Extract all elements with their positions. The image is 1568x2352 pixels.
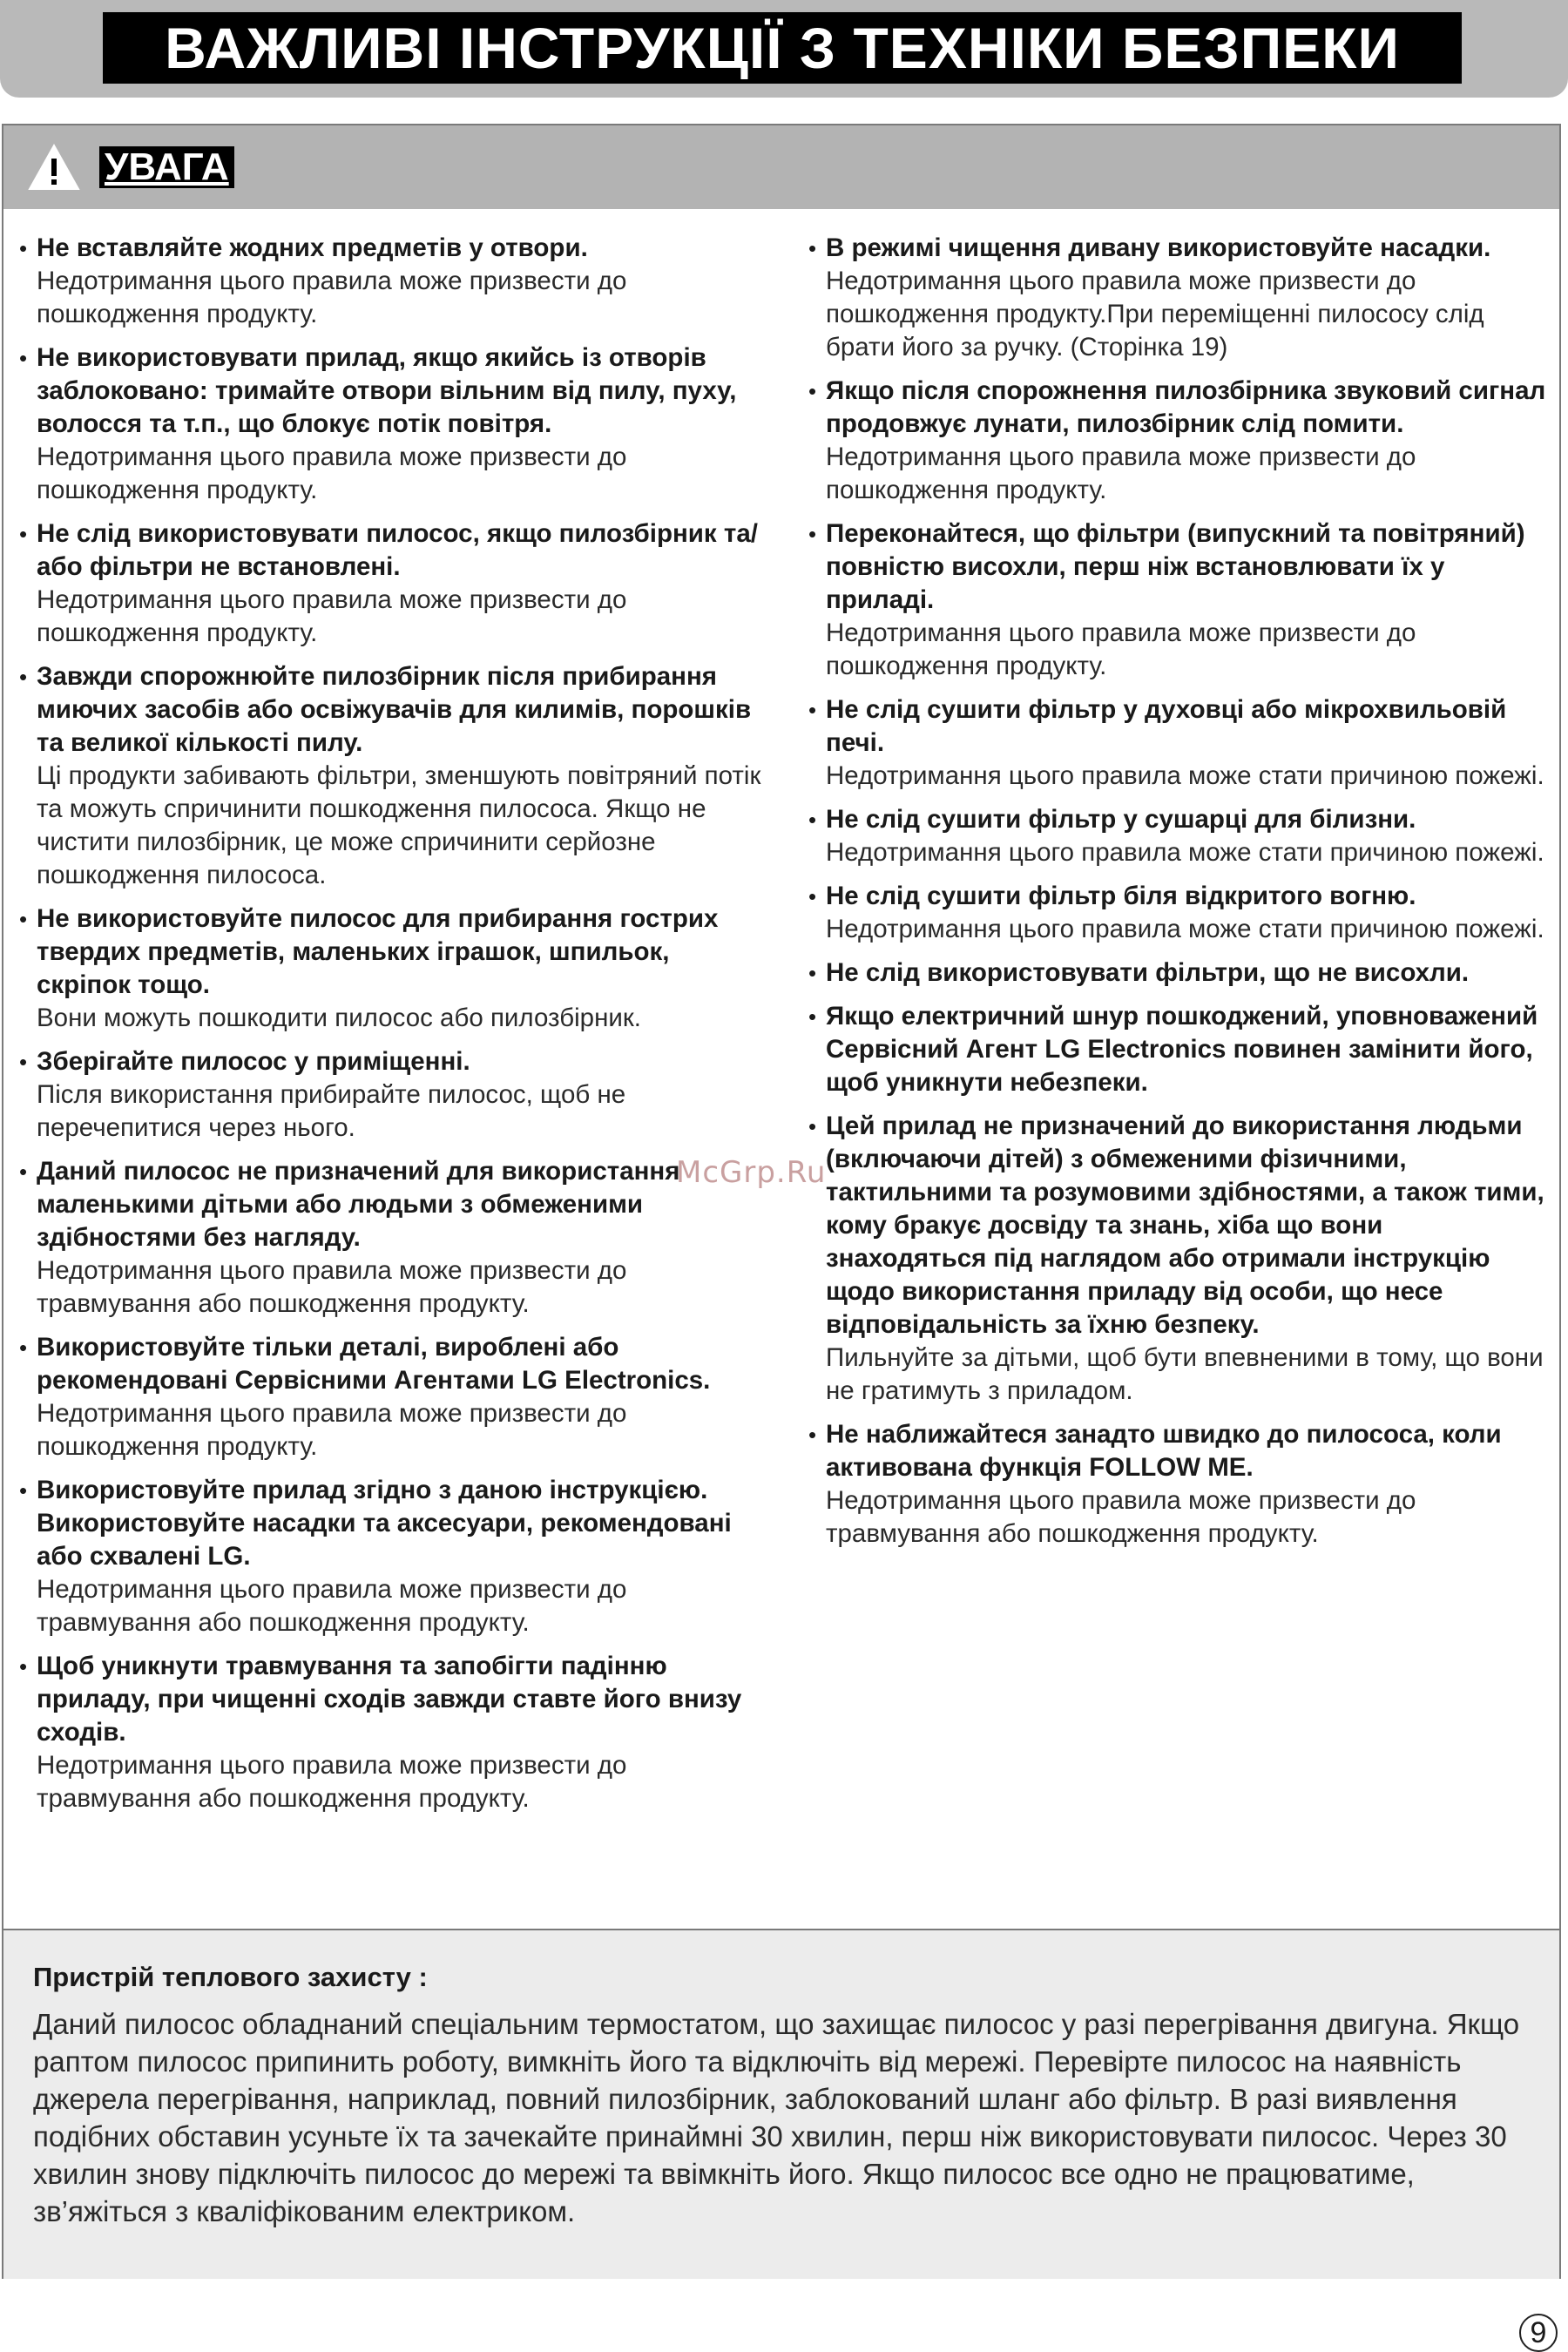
list-item bbox=[808, 517, 1549, 683]
list-item bbox=[808, 375, 1549, 507]
item-title: Не вставляйте жодних предметів у отвори. bbox=[37, 233, 588, 262]
list-item bbox=[808, 956, 1549, 990]
warning-header bbox=[3, 125, 1559, 209]
list-item bbox=[808, 693, 1549, 793]
item-title: Даний пилосос не призначений для використання маленькими дітьми або людьми з обмеженими здібностями без нагляду. bbox=[37, 1157, 680, 1252]
item-body: Пильнуйте за дітьми, щоб бути впевненими в тому, що вони не гратимуть з приладом. bbox=[826, 1343, 1544, 1405]
bullet: • bbox=[808, 960, 817, 986]
bullet: • bbox=[808, 1004, 817, 1030]
item-body: Недотримання цього правила може стати причиною пожежі. bbox=[826, 838, 1544, 867]
item-title: Не слід сушити фільтр у духовці або мікрохвильовій печі. bbox=[826, 695, 1507, 757]
item-title: Переконайтеся, що фільтри (випускний та повітряний) повністю висохли, перш ніж встановлювати їх у приладі. bbox=[826, 519, 1525, 614]
list-item bbox=[808, 232, 1549, 364]
bullet: • bbox=[19, 521, 28, 547]
bullet: • bbox=[19, 664, 28, 690]
item-title: Цей прилад не призначений до використання людьми (включаючи дітей) з обмеженими фізичними, тактильними та розумовими здібностями, а також тими, кому бракує досвіду та знань, хіба що вони знаходяться під наглядом або отримали інструкцію щодо використання приладу від особи, що несе відповідальність за їхню безпеку. bbox=[826, 1112, 1544, 1339]
item-body: Недотримання цього правила може призвести до травмування або пошкодження продукту. bbox=[37, 1256, 627, 1318]
item-title: Не використовувати прилад, якщо якийсь із отворів заблоковано: тримайте отвори вільним від пилу, пуху, волосся та т.п., що блокує потік повітря. bbox=[37, 343, 737, 438]
item-body: Вони можуть пошкодити пилосос або пилозбірник. bbox=[37, 1004, 641, 1032]
item-title: Не наближайтеся занадто швидко до пилососа, коли активована функція FOLLOW ME. bbox=[826, 1420, 1502, 1482]
bullet: • bbox=[808, 1422, 817, 1448]
item-title: Не використовуйте пилосос для прибирання гострих твердих предметів, маленьких іграшок, шпильок, скріпок тощо. bbox=[37, 904, 719, 999]
item-body: Недотримання цього правила може призвести до пошкодження продукту. bbox=[37, 585, 627, 647]
thermal-protection-box bbox=[3, 1929, 1559, 2279]
title-bar bbox=[0, 0, 1568, 98]
list-item bbox=[19, 1155, 768, 1321]
right-column bbox=[808, 232, 1549, 1561]
list-item bbox=[19, 1045, 768, 1145]
item-body: Недотримання цього правила може призвести до пошкодження продукту. bbox=[37, 267, 627, 328]
list-item bbox=[19, 341, 768, 507]
thermal-body: Даний пилосос обладнаний спеціальним термостатом, що захищає пилосос у разі перегрівання двигуна. Якщо раптом пилосос припинить роботу, вимкніть його та відключіть від мережі. Перевірте пилосос на наявність джерела перегрівання, наприклад, повний пилозбірник, заблокований шланг або фільтр. В разі виявлення подібних обставин усуньте їх та зачекайте принаймні 30 хвилин, перш ніж використовувати пилосос. Через 30 хвилин знову підключіть пилосос до мережі та ввімкніть його. Якщо пилосос все одно не працюватиме, зв’яжіться з кваліфікованим електриком. bbox=[33, 2008, 1520, 2227]
list-item bbox=[808, 803, 1549, 869]
page-title: ВАЖЛИВІ ІНСТРУКЦІЇ З ТЕХНІКИ БЕЗПЕКИ bbox=[103, 12, 1462, 84]
watermark: McGrp.Ru bbox=[676, 1155, 827, 1190]
list-item bbox=[19, 1331, 768, 1463]
item-body: Після використання прибирайте пилосос, щоб не перечепитися через нього. bbox=[37, 1080, 626, 1142]
list-item bbox=[19, 902, 768, 1035]
item-title: Використовуйте тільки деталі, вироблені або рекомендовані Сервісними Агентами LG Electronics. bbox=[37, 1333, 711, 1395]
item-title: Зберігайте пилосос у приміщенні. bbox=[37, 1047, 470, 1076]
item-title: Завжди спорожнюйте пилозбірник після прибирання миючих засобів або освіжувачів для килимів, порошків та великої кількості пилу. bbox=[37, 662, 752, 757]
bullet: • bbox=[19, 1653, 28, 1680]
bullet: • bbox=[808, 883, 817, 909]
list-item bbox=[19, 517, 768, 650]
item-body: Недотримання цього правила може стати причиною пожежі. bbox=[826, 761, 1544, 790]
bullet: • bbox=[19, 235, 28, 261]
list-item bbox=[808, 1000, 1549, 1099]
bullet: • bbox=[808, 1113, 817, 1139]
item-body: Недотримання цього правила може призвести до пошкодження продукту. bbox=[826, 618, 1416, 680]
warning-triangle-icon bbox=[28, 143, 80, 192]
list-item bbox=[19, 1474, 768, 1639]
item-body: Недотримання цього правила може призвести до пошкодження продукту. bbox=[37, 1399, 627, 1461]
item-body: Недотримання цього правила може призвести до пошкодження продукту.При переміщенні пилососу слід брати його за ручку. (Сторінка 19) bbox=[826, 267, 1484, 362]
bullet: • bbox=[19, 1159, 28, 1185]
item-body: Ці продукти забивають фільтри, зменшують повітряний потік та можуть спричинити пошкодження пилососа. Якщо не чистити пилозбірник, це може спричинити серйозне пошкодження пилососа. bbox=[37, 761, 761, 889]
item-title: Не слід використовувати пилосос, якщо пилозбірник та/або фільтри не встановлені. bbox=[37, 519, 758, 581]
bullet: • bbox=[808, 235, 817, 261]
left-column bbox=[19, 232, 768, 1826]
thermal-title: Пристрій теплового захисту : bbox=[33, 1962, 428, 1992]
item-title: Якщо електричний шнур пошкоджений, уповноважений Сервісний Агент LG Electronics повинен замінити його, щоб уникнути небезпеки. bbox=[826, 1002, 1538, 1097]
item-body: Недотримання цього правила може призвести до пошкодження продукту. bbox=[37, 443, 627, 504]
list-item bbox=[19, 660, 768, 892]
item-title: Не слід сушити фільтр біля відкритого вогню. bbox=[826, 882, 1416, 910]
bullet: • bbox=[19, 1049, 28, 1075]
warning-label: УВАГА bbox=[99, 146, 234, 188]
item-body: Недотримання цього правила може стати причиною пожежі. bbox=[826, 915, 1544, 943]
bullet: • bbox=[808, 697, 817, 723]
bullet: • bbox=[808, 807, 817, 833]
item-title: Щоб уникнути травмування та запобігти падінню приладу, при чищенні сходів завжди ставте його внизу сходів. bbox=[37, 1652, 742, 1747]
list-item bbox=[808, 1110, 1549, 1408]
item-body: Недотримання цього правила може призвести до травмування або пошкодження продукту. bbox=[826, 1486, 1416, 1548]
item-title: Якщо після спорожнення пилозбірника звуковий сигнал продовжує лунати, пилозбірник слід помити. bbox=[826, 376, 1546, 438]
list-item bbox=[808, 880, 1549, 946]
bullet: • bbox=[808, 521, 817, 547]
item-body: Недотримання цього правила може призвести до травмування або пошкодження продукту. bbox=[37, 1751, 627, 1813]
item-body: Недотримання цього правила може призвести до травмування або пошкодження продукту. bbox=[37, 1575, 627, 1637]
item-title: В режимі чищення дивану використовуйте насадки. bbox=[826, 233, 1491, 262]
bullet: • bbox=[19, 345, 28, 371]
item-title: Не слід сушити фільтр у сушарці для білизни. bbox=[826, 805, 1416, 834]
list-item bbox=[19, 232, 768, 331]
bullet: • bbox=[19, 1335, 28, 1361]
bullet: • bbox=[808, 378, 817, 404]
bullet: • bbox=[19, 906, 28, 932]
list-item bbox=[19, 1650, 768, 1815]
item-title: Не слід використовувати фільтри, що не висохли. bbox=[826, 958, 1470, 987]
page-number: 9 bbox=[1519, 2314, 1558, 2352]
warning-section bbox=[2, 124, 1561, 2279]
item-body: Недотримання цього правила може призвести до пошкодження продукту. bbox=[826, 443, 1416, 504]
bullet: • bbox=[19, 1477, 28, 1504]
list-item bbox=[808, 1418, 1549, 1551]
item-title: Використовуйте прилад згідно з даною інструкцією. Використовуйте насадки та аксесуари, рекомендовані або схвалені LG. bbox=[37, 1476, 732, 1571]
